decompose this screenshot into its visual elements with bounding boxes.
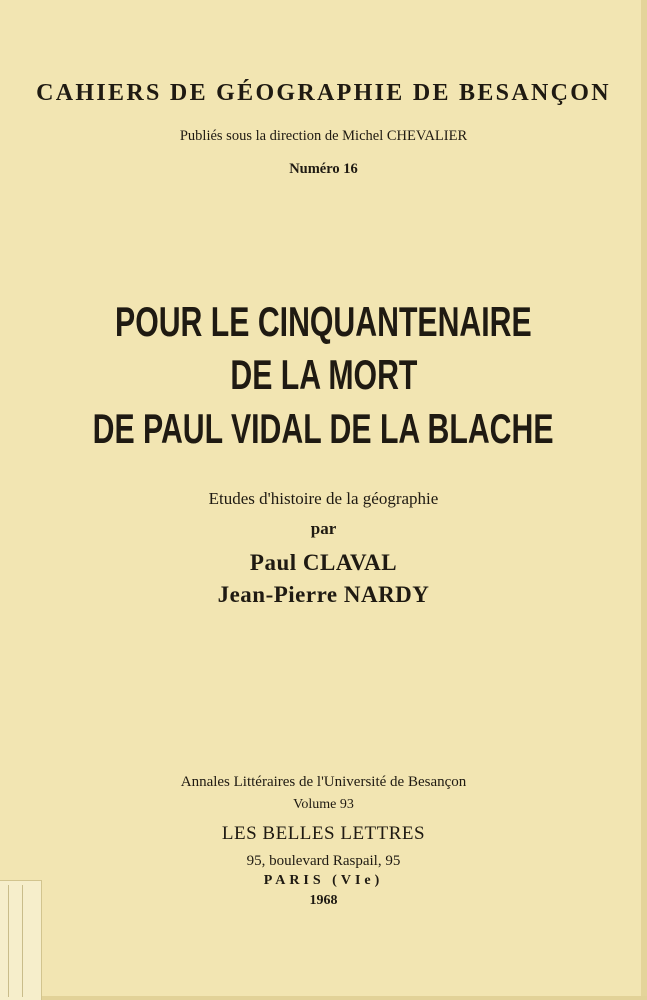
main-title-line-1: POUR LE CINQUANTENAIRE xyxy=(115,298,532,345)
author-1: Paul CLAVAL xyxy=(249,550,398,575)
series-title: CAHIERS DE GÉOGRAPHIE DE BESANÇON xyxy=(36,80,611,106)
publisher-name: LES BELLES LETTRES xyxy=(221,823,426,844)
main-title-line-2: DE LA MORT xyxy=(229,351,418,398)
publication-year: 1968 xyxy=(309,893,338,908)
annales-line: Annales Littéraires de l'Université de Besançon xyxy=(180,774,467,790)
volume-number: Volume 93 xyxy=(293,797,354,812)
main-title-line-3: DE PAUL VIDAL DE LA BLACHE xyxy=(93,405,554,452)
subtitle: Etudes d'histoire de la géographie xyxy=(208,489,439,508)
publisher-city: PARIS (VIe) xyxy=(263,873,384,888)
page-edge-bottom xyxy=(0,996,647,1000)
issue-number: Numéro 16 xyxy=(289,161,358,177)
author-2: Jean-Pierre NARDY xyxy=(217,582,430,607)
director-line: Publiés sous la direction de Michel CHEVALIER xyxy=(179,128,468,144)
by-label: par xyxy=(310,519,337,538)
publisher-address: 95, boulevard Raspail, 95 xyxy=(246,853,401,869)
